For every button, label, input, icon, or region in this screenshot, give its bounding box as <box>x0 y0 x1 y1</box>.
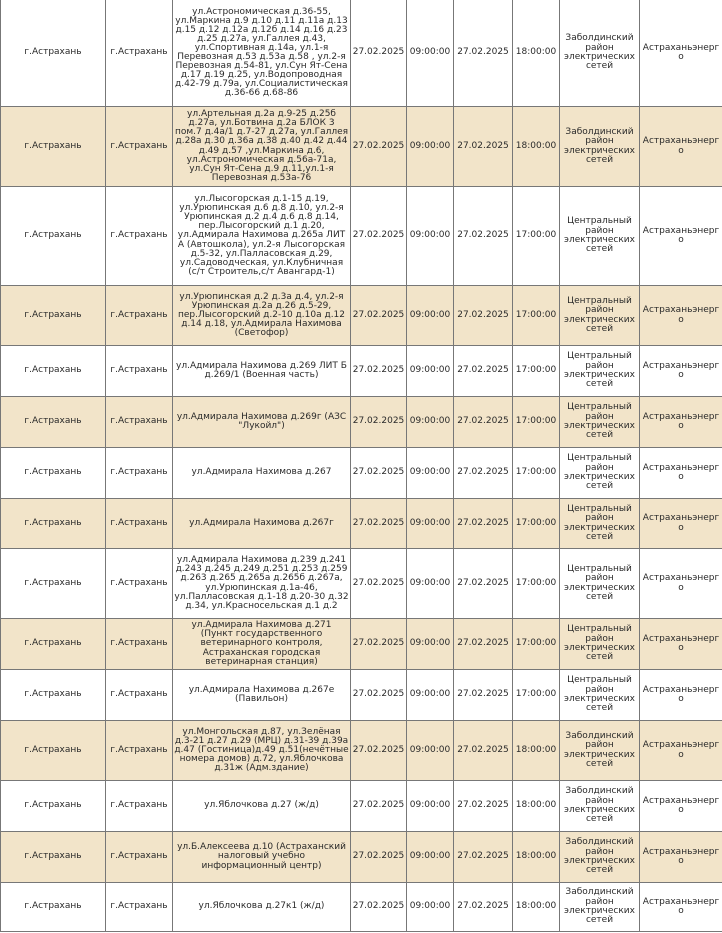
district-cell: Центральный район электрических сетей <box>560 187 640 286</box>
table-row <box>1 781 722 832</box>
settlement-cell: г.Астрахань <box>1 721 106 781</box>
district-cell: Центральный район электрических сетей <box>560 670 640 721</box>
city-cell: г.Астрахань <box>106 187 173 286</box>
settlement-cell: г.Астрахань <box>1 670 106 721</box>
company-cell: Астраханьэнерго <box>640 721 722 781</box>
district-cell: Заболдинский район электрических сетей <box>560 781 640 832</box>
city-cell: г.Астрахань <box>106 0 173 107</box>
start-date-cell: 27.02.2025 <box>351 397 407 448</box>
start-time-cell: 09:00:00 <box>407 670 454 721</box>
end-date-cell: 27.02.2025 <box>454 0 513 107</box>
settlement-cell: г.Астрахань <box>1 346 106 397</box>
district-cell: Центральный район электрических сетей <box>560 549 640 619</box>
start-time-cell: 09:00:00 <box>407 397 454 448</box>
start-time-cell: 09:00:00 <box>407 549 454 619</box>
city-cell: г.Астрахань <box>106 107 173 187</box>
address-cell: ул.Артельная д.2а д.9-25 д.25б д.27а, ул.Ботвина д.2а БЛОК 3 пом.7 д.4а/1 д.7-27 д.27а, ул.Галлея д.28а д.30 д.36а д.38 д.40 д.42 д.44 д.49 д.57 ,ул.Маркина д.6, ул.Астрономическая д.56а-71а, ул.Сун Ят-Сена д.9 д.11,ул.1-я Перевозная д.53а-76 <box>173 107 351 187</box>
city-cell: г.Астрахань <box>106 721 173 781</box>
address-cell: ул.Адмирала Нахимова д.267 <box>173 448 351 499</box>
address-cell: ул.Лысогорская д.1-15 д.19, ул.Урюпинская д.6 д.8 д.10, ул.2-я Урюпинская д.2 д.4 д.6 д.8 д.14, пер.Лысогорский д.1 д.20, ул.Адмирала Нахимова д.265а ЛИТ А (Автошкола), ул.2-я Лысогорская д.5-32, ул.Палласовская д.29, ул.Садоводческая, ул.Клубничная (с/т Строитель,с/т Авангард-1) <box>173 187 351 286</box>
end-time-cell: 18:00:00 <box>513 781 560 832</box>
start-time-cell: 09:00:00 <box>407 187 454 286</box>
settlement-cell: г.Астрахань <box>1 187 106 286</box>
settlement-cell: г.Астрахань <box>1 107 106 187</box>
start-date-cell: 27.02.2025 <box>351 832 407 883</box>
table-row <box>1 448 722 499</box>
address-cell: ул.Адмирала Нахимова д.269г (АЗС "Лукойл") <box>173 397 351 448</box>
end-date-cell: 27.02.2025 <box>454 832 513 883</box>
end-time-cell: 18:00:00 <box>513 107 560 187</box>
settlement-cell: г.Астрахань <box>1 619 106 670</box>
settlement-cell: г.Астрахань <box>1 781 106 832</box>
table-row <box>1 187 722 286</box>
table-row <box>1 107 722 187</box>
settlement-cell: г.Астрахань <box>1 286 106 346</box>
start-time-cell: 09:00:00 <box>407 883 454 932</box>
city-cell: г.Астрахань <box>106 549 173 619</box>
address-cell: ул.Астрономическая д.36-55, ул.Маркина д.9 д.10 д.11 д.11а д.13 д.15 д.12 д.12а д.12б д.14 д.16 д.23 д.25 д.27а, ул.Галлея д.43, ул.Спортивная д.14а, ул.1-я Перевозная д.53 д.53а д.58 , ул.2-я Перевозная д.54-81, ул.Сун Ят-Сена д.17 д.19 д.25, ул.Водопроводная д.42-79 д.79а, ул.Социалистическая д.36-66 д.68-86 <box>173 0 351 107</box>
settlement-cell: г.Астрахань <box>1 448 106 499</box>
city-cell: г.Астрахань <box>106 499 173 549</box>
city-cell: г.Астрахань <box>106 619 173 670</box>
start-date-cell: 27.02.2025 <box>351 107 407 187</box>
end-date-cell: 27.02.2025 <box>454 721 513 781</box>
start-time-cell: 09:00:00 <box>407 619 454 670</box>
district-cell: Заболдинский район электрических сетей <box>560 107 640 187</box>
settlement-cell: г.Астрахань <box>1 549 106 619</box>
start-date-cell: 27.02.2025 <box>351 448 407 499</box>
company-cell: Астраханьэнерго <box>640 832 722 883</box>
end-time-cell: 18:00:00 <box>513 883 560 932</box>
company-cell: Астраханьэнерго <box>640 187 722 286</box>
start-date-cell: 27.02.2025 <box>351 721 407 781</box>
end-time-cell: 18:00:00 <box>513 0 560 107</box>
company-cell: Астраханьэнерго <box>640 549 722 619</box>
table-row <box>1 346 722 397</box>
district-cell: Заболдинский район электрических сетей <box>560 883 640 932</box>
district-cell: Заболдинский район электрических сетей <box>560 721 640 781</box>
table-row <box>1 832 722 883</box>
table-row <box>1 286 722 346</box>
district-cell: Центральный район электрических сетей <box>560 619 640 670</box>
start-time-cell: 09:00:00 <box>407 346 454 397</box>
end-date-cell: 27.02.2025 <box>454 781 513 832</box>
start-date-cell: 27.02.2025 <box>351 286 407 346</box>
company-cell: Астраханьэнерго <box>640 286 722 346</box>
settlement-cell: г.Астрахань <box>1 0 106 107</box>
company-cell: Астраханьэнерго <box>640 781 722 832</box>
end-time-cell: 17:00:00 <box>513 499 560 549</box>
district-cell: Центральный район электрических сетей <box>560 448 640 499</box>
company-cell: Астраханьэнерго <box>640 670 722 721</box>
end-time-cell: 17:00:00 <box>513 619 560 670</box>
address-cell: ул.Адмирала Нахимова д.267г <box>173 499 351 549</box>
settlement-cell: г.Астрахань <box>1 883 106 932</box>
address-cell: ул.Яблочкова д.27 (ж/д) <box>173 781 351 832</box>
table-row <box>1 670 722 721</box>
company-cell: Астраханьэнерго <box>640 346 722 397</box>
company-cell: Астраханьэнерго <box>640 619 722 670</box>
address-cell: ул.Адмирала Нахимова д.267е (Павильон) <box>173 670 351 721</box>
end-date-cell: 27.02.2025 <box>454 448 513 499</box>
company-cell: Астраханьэнерго <box>640 397 722 448</box>
district-cell: Центральный район электрических сетей <box>560 346 640 397</box>
end-time-cell: 17:00:00 <box>513 397 560 448</box>
city-cell: г.Астрахань <box>106 832 173 883</box>
end-date-cell: 27.02.2025 <box>454 187 513 286</box>
table-row <box>1 397 722 448</box>
end-time-cell: 17:00:00 <box>513 346 560 397</box>
address-cell: ул.Монгольская д.87, ул.Зелёная д.3-21 д.27 д.29 (МРЦ) д.31-39 д.39а д.47 (Гостиница)д.49 д.51(нечётные номера домов) д.72, ул.Яблочкова д.31ж (Адм.здание) <box>173 721 351 781</box>
end-date-cell: 27.02.2025 <box>454 397 513 448</box>
end-time-cell: 17:00:00 <box>513 286 560 346</box>
end-date-cell: 27.02.2025 <box>454 286 513 346</box>
district-cell: Заболдинский район электрических сетей <box>560 832 640 883</box>
settlement-cell: г.Астрахань <box>1 499 106 549</box>
start-time-cell: 09:00:00 <box>407 0 454 107</box>
start-date-cell: 27.02.2025 <box>351 781 407 832</box>
start-date-cell: 27.02.2025 <box>351 346 407 397</box>
district-cell: Центральный район электрических сетей <box>560 397 640 448</box>
end-date-cell: 27.02.2025 <box>454 619 513 670</box>
start-time-cell: 09:00:00 <box>407 499 454 549</box>
table-row <box>1 619 722 670</box>
end-date-cell: 27.02.2025 <box>454 346 513 397</box>
settlement-cell: г.Астрахань <box>1 397 106 448</box>
start-date-cell: 27.02.2025 <box>351 549 407 619</box>
end-time-cell: 17:00:00 <box>513 670 560 721</box>
city-cell: г.Астрахань <box>106 286 173 346</box>
start-time-cell: 09:00:00 <box>407 781 454 832</box>
district-cell: Центральный район электрических сетей <box>560 499 640 549</box>
table-row <box>1 549 722 619</box>
city-cell: г.Астрахань <box>106 448 173 499</box>
address-cell: ул.Урюпинская д.2 д.3а д.4, ул.2-я Урюпинская д.2а д.26 д.5-29, пер.Лысогорский д.2-10 д.10а д.12 д.14 д.18, ул.Адмирала Нахимова (Светофор) <box>173 286 351 346</box>
end-time-cell: 18:00:00 <box>513 832 560 883</box>
settlement-cell: г.Астрахань <box>1 832 106 883</box>
company-cell: Астраханьэнерго <box>640 0 722 107</box>
address-cell: ул.Адмирала Нахимова д.239 д.241 д.243 д.245 д.249 д.251 д.253 д.259 д.263 д.265 д.265а д.265б д.267а, ул.Урюпинская д.1а-46, ул.Палласовская д.1-18 д.20-30 д.32 д.34, ул.Красносельская д.1 д.2 <box>173 549 351 619</box>
start-date-cell: 27.02.2025 <box>351 0 407 107</box>
end-time-cell: 18:00:00 <box>513 721 560 781</box>
address-cell: ул.Адмирала Нахимова д.269 ЛИТ Б д.269/1 (Военная часть) <box>173 346 351 397</box>
start-date-cell: 27.02.2025 <box>351 619 407 670</box>
start-time-cell: 09:00:00 <box>407 448 454 499</box>
end-date-cell: 27.02.2025 <box>454 670 513 721</box>
start-time-cell: 09:00:00 <box>407 832 454 883</box>
start-date-cell: 27.02.2025 <box>351 499 407 549</box>
end-date-cell: 27.02.2025 <box>454 107 513 187</box>
company-cell: Астраханьэнерго <box>640 883 722 932</box>
city-cell: г.Астрахань <box>106 781 173 832</box>
company-cell: Астраханьэнерго <box>640 107 722 187</box>
start-date-cell: 27.02.2025 <box>351 670 407 721</box>
end-date-cell: 27.02.2025 <box>454 883 513 932</box>
district-cell: Заболдинский район электрических сетей <box>560 0 640 107</box>
company-cell: Астраханьэнерго <box>640 499 722 549</box>
start-time-cell: 09:00:00 <box>407 721 454 781</box>
company-cell: Астраханьэнерго <box>640 448 722 499</box>
table-row <box>1 883 722 932</box>
start-time-cell: 09:00:00 <box>407 286 454 346</box>
table-row <box>1 499 722 549</box>
table-row <box>1 0 722 107</box>
city-cell: г.Астрахань <box>106 346 173 397</box>
city-cell: г.Астрахань <box>106 670 173 721</box>
city-cell: г.Астрахань <box>106 397 173 448</box>
end-time-cell: 17:00:00 <box>513 187 560 286</box>
end-date-cell: 27.02.2025 <box>454 499 513 549</box>
city-cell: г.Астрахань <box>106 883 173 932</box>
start-date-cell: 27.02.2025 <box>351 187 407 286</box>
start-time-cell: 09:00:00 <box>407 107 454 187</box>
end-time-cell: 17:00:00 <box>513 549 560 619</box>
address-cell: ул.Б.Алексеева д.10 (Астраханский налоговый учебно информационный центр) <box>173 832 351 883</box>
district-cell: Центральный район электрических сетей <box>560 286 640 346</box>
address-cell: ул.Адмирала Нахимова д.271 (Пункт государственного ветеринарного контроля, Астраханская городская ветеринарная станция) <box>173 619 351 670</box>
end-date-cell: 27.02.2025 <box>454 549 513 619</box>
start-date-cell: 27.02.2025 <box>351 883 407 932</box>
table-row <box>1 721 722 781</box>
end-time-cell: 17:00:00 <box>513 448 560 499</box>
address-cell: ул.Яблочкова д.27к1 (ж/д) <box>173 883 351 932</box>
